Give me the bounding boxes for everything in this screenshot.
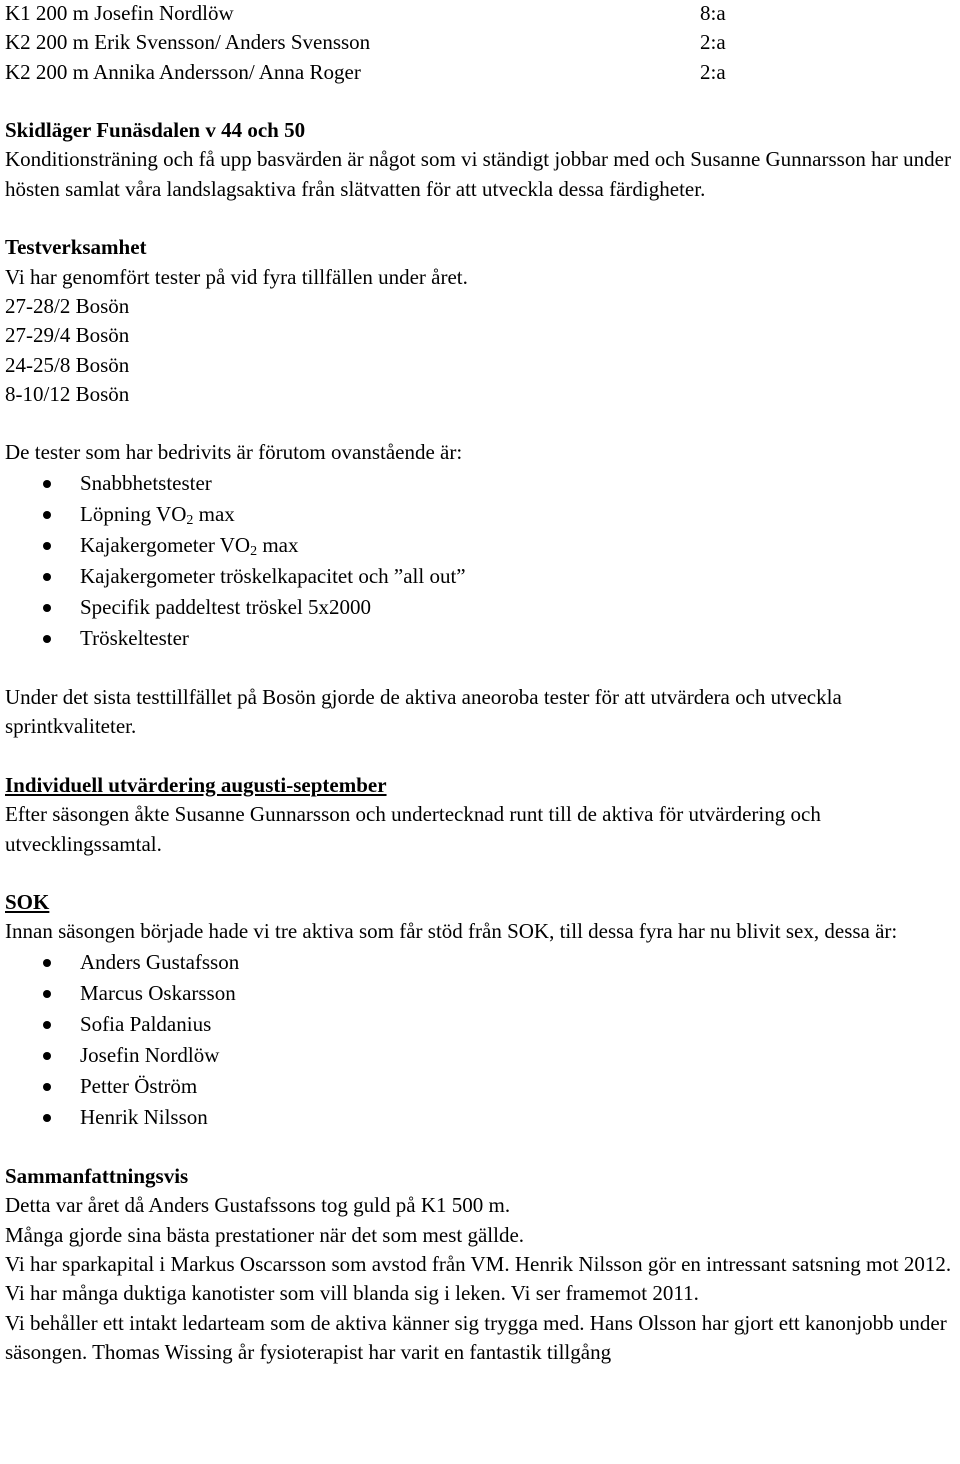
testing-heading: Testverksamhet	[5, 235, 147, 260]
summary-section	[5, 1162, 952, 1367]
bullet-icon	[43, 573, 51, 581]
sok-heading: SOK	[5, 890, 50, 915]
camp-text: Konditionsträning och få upp basvärden är något som vi ständigt jobbar med och Susanne Gunnarsson har under hösten samlat våra landslagsaktiva från slätvatten för att utveckla dessa färdigheter.	[5, 147, 951, 201]
test-date: 24-25/8 Bosön	[5, 352, 130, 377]
evaluation-text: Efter säsongen åkte Susanne Gunnarsson och undertecknad runt till de aktiva för utvärdering och utvecklingssamtal.	[5, 802, 821, 856]
result-row	[5, 58, 952, 87]
list-item: Henrik Nilsson	[5, 1102, 952, 1133]
list-item: Kajakergometer $VO_2$ max	[5, 530, 952, 561]
test-date: 27-29/4 Bosön	[5, 323, 130, 348]
result-place: 2:a	[700, 59, 726, 84]
result-row	[5, 28, 952, 57]
bullet-icon	[43, 1083, 51, 1091]
bullet-icon	[43, 1114, 51, 1122]
evaluation-heading: Individuell utvärdering augusti-september	[5, 772, 387, 797]
list-item: Löpning $VO_2$ max	[5, 499, 952, 530]
bullet-icon	[43, 635, 51, 643]
evaluation-section	[5, 771, 952, 859]
testing-intro: Vi har genomfört tester på vid fyra tillfällen under året.	[5, 264, 468, 289]
list-item: Anders Gustafsson	[5, 947, 952, 978]
test-date: 27-28/2 Bosön	[5, 293, 130, 318]
summary-line: Vi har sparkapital i Markus Oscarsson som avstod från VM. Henrik Nilsson gör en intressant satsning mot 2012. Vi har många duktiga kanotister som vill blanda sig i leken. Vi ser framemot 2011.	[5, 1251, 952, 1306]
result-place: 2:a	[700, 30, 726, 55]
tests-list	[5, 468, 952, 654]
summary-line: Många gjorde sina bästa prestationer när det som mest gällde.	[5, 1222, 525, 1247]
testing-closing: Under det sista testtillfället på Bosön gjorde de aktiva aneoroba tester för att utvärdera och utveckla sprintkvaliteter.	[5, 685, 842, 739]
result-place: 8:a	[700, 1, 726, 25]
list-item: Snabbhetstester	[5, 468, 952, 499]
list-item: Sofia Paldanius	[5, 1009, 952, 1040]
bullet-icon	[43, 511, 51, 519]
bullet-icon	[43, 1021, 51, 1029]
list-item: Marcus Oskarsson	[5, 978, 952, 1009]
athletes-list	[5, 947, 952, 1133]
tests-intro: De tester som har bedrivits är förutom ovanstående är:	[5, 440, 463, 465]
camp-heading: Skidläger Funäsdalen v 44 och 50	[5, 118, 306, 143]
bullet-icon	[43, 480, 51, 488]
list-item: Kajakergometer tröskelkapacitet och ”all out”	[5, 561, 952, 592]
result-event: K2 200 m Erik Svensson/ Anders Svensson	[5, 30, 371, 55]
result-event: K2 200 m Annika Andersson/ Anna Roger	[5, 59, 361, 84]
list-item: Josefin Nordlöw	[5, 1040, 952, 1071]
bullet-icon	[43, 542, 51, 550]
bullet-icon	[43, 604, 51, 612]
sok-section	[5, 888, 952, 1133]
result-event: K1 200 m Josefin Nordlöw	[5, 1, 234, 25]
test-date: 8-10/12 Bosön	[5, 381, 130, 406]
summary-line: Detta var året då Anders Gustafssons tog guld på K1 500 m.	[5, 1193, 511, 1218]
bullet-icon	[43, 1052, 51, 1060]
summary-heading: Sammanfattningsvis	[5, 1164, 189, 1189]
result-row	[5, 0, 952, 28]
testing-section	[5, 233, 952, 741]
sok-text: Innan säsongen började hade vi tre aktiva som får stöd från SOK, till dessa fyra har nu blivit sex, dessa är:	[5, 919, 898, 944]
results-list	[5, 0, 952, 87]
list-item: Specifik paddeltest tröskel 5x2000	[5, 592, 952, 623]
bullet-icon	[43, 959, 51, 967]
bullet-icon	[43, 990, 51, 998]
summary-line: Vi behåller ett intakt ledarteam som de aktiva känner sig trygga med. Hans Olsson har gjort ett kanonjobb under säsongen. Thomas Wissing år fysioterapist har varit en fantastik tillgång	[5, 1310, 947, 1364]
camp-section	[5, 116, 952, 204]
list-item: Tröskeltester	[5, 623, 952, 654]
list-item: Petter Öström	[5, 1071, 952, 1102]
